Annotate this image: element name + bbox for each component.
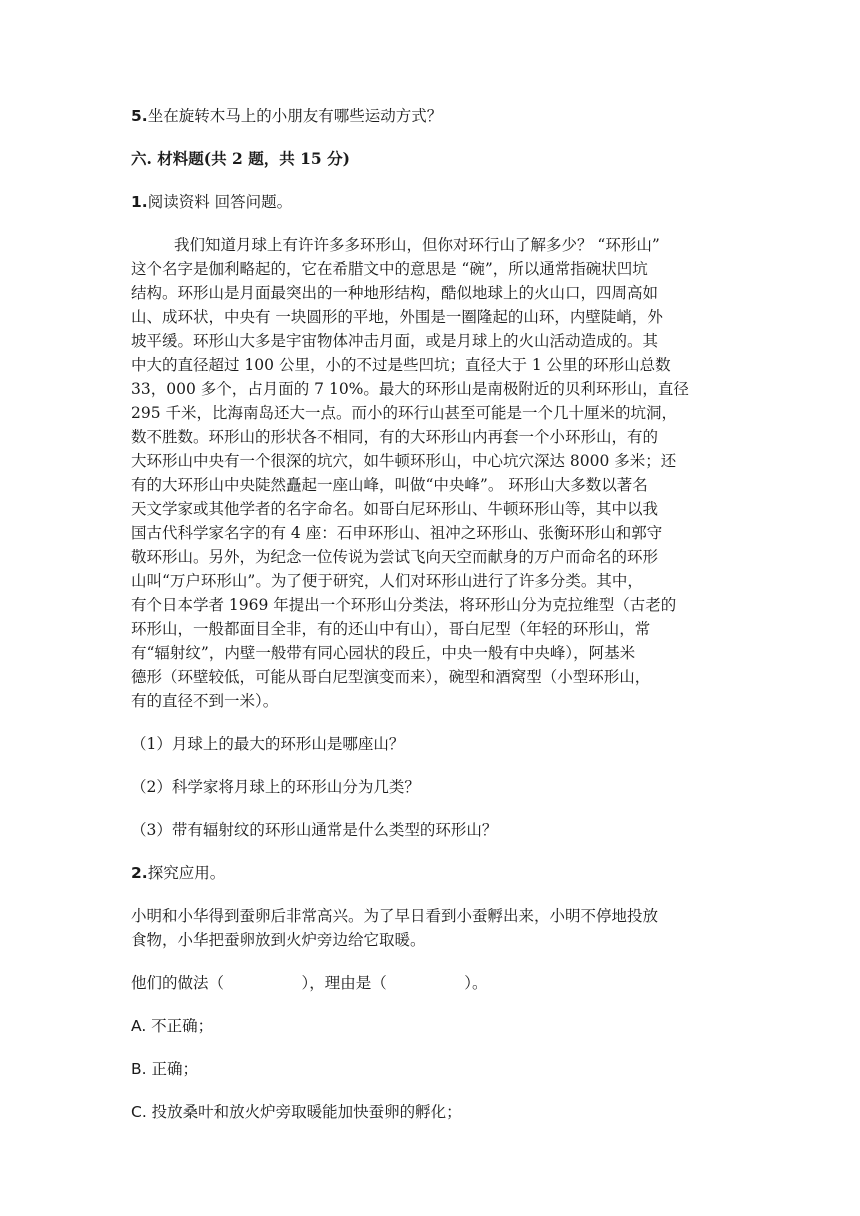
passage-line: 结构。环形山是月面最突出的一种地形结构，酷似地球上的火山口，四周高如 [131, 284, 659, 302]
material-1-number: 1. [131, 193, 148, 211]
material-2-title [131, 863, 225, 883]
question-5-text: 坐在旋转木马上的小朋友有哪些运动方式？ [147, 107, 443, 125]
passage-line: 有的直径不到一米）。 [131, 692, 279, 710]
fill-in-blank-line: 他们的做法（ ），理由是（ ）。 [131, 974, 488, 992]
passage-line: 环形山，一般都面目全非，有的还山中有山），哥白尼型（年轻的环形山，常 [131, 620, 651, 638]
option-b: B. 正确； [131, 1060, 198, 1078]
sub-question-3: （3）带有辐射纹的环形山通常是什么类型的环形山？ [131, 821, 498, 839]
question-5-number: 5. [131, 107, 148, 125]
passage-line: 有“辐射纹”，内壁一般带有同心园状的段丘，中央一般有中央峰），阿基米 [131, 644, 636, 662]
option-a: A. 不正确； [131, 1017, 214, 1035]
passage-line: 295 千米，比海南岛还大一点。而小的环行山甚至可能是一个几十厘米的坑洞， [131, 404, 678, 422]
question-5 [131, 106, 442, 126]
passage-line: 德形（环壁较低，可能从哥白尼型演变而来），碗型和酒窝型（小型环形山， [131, 668, 651, 686]
material-2-para-line: 小明和小华得到蚕卵后非常高兴。为了早日看到小蚕孵出来，小明不停地投放 [131, 907, 659, 925]
passage-line: 有个日本学者 1969 年提出一个环形山分类法，将环形山分为克拉维型（古老的 [131, 596, 677, 614]
material-1-title [131, 192, 292, 212]
passage-line: 有的大环形山中央陡然矗起一座山峰，叫做“中央峰”。 环形山大多数以著名 [131, 476, 648, 494]
sub-question-1: （1）月球上的最大的环形山是哪座山？ [131, 735, 405, 753]
passage-line: 山、成环状，中央有 一块圆形的平地，外围是一圈隆起的山环，内壁陡峭，外 [131, 308, 663, 326]
passage-line: 山叫“万户环形山”。为了便于研究，人们对环形山进行了许多分类。其中， [131, 572, 643, 590]
section-6-title: 六. 材料题(共 2 题，共 15 分) [131, 149, 350, 168]
sub-question-2: （2）科学家将月球上的环形山分为几类？ [131, 778, 420, 796]
material-2-para-line: 食物，小华把蚕卵放到火炉旁边给它取暖。 [131, 931, 426, 949]
passage-line: 这个名字是伽利略起的，它在希腊文中的意思是 “碗”，所以通常指碗状凹坑 [131, 260, 648, 278]
material-2-prompt: 探究应用。 [147, 864, 226, 882]
passage-line: 天文学家或其他学者的名字命名。如哥白尼环形山、牛顿环形山等，其中以我 [131, 500, 659, 518]
passage-line: 国古代科学家名字的有 4 座：石申环形山、祖冲之环形山、张衡环形山和郭守 [131, 524, 663, 542]
passage-line: 中大的直径超过 100 公里，小的不过是些凹坑；直径大于 1 公里的环形山总数 [131, 356, 671, 374]
passage-line: 33，000 多个，占月面的 7 10%。最大的环形山是南极附近的贝利环形山，直径 [131, 380, 689, 398]
material-1-prompt: 阅读资料 回答问题。 [147, 193, 293, 211]
passage-line: 敬环形山。另外，为纪念一位传说为尝试飞向天空而献身的万户而命名的环形 [131, 548, 659, 566]
passage-line: 坡平缓。环形山大多是宇宙物体冲击月面，或是月球上的火山活动造成的。其 [131, 332, 659, 350]
material-2-number: 2. [131, 864, 148, 882]
passage-line: 数不胜数。环形山的形状各不相同，有的大环形山内再套一个小环形山，有的 [131, 428, 659, 446]
passage-line: 我们知道月球上有许许多多环形山，但你对环行山了解多少？ “环形山” [174, 236, 660, 254]
passage-line: 大环形山中央有一个很深的坑穴，如牛顿环形山，中心坑穴深达 8000 多米；还 [131, 452, 677, 470]
option-c: C. 投放桑叶和放火炉旁取暖能加快蚕卵的孵化； [131, 1103, 462, 1121]
